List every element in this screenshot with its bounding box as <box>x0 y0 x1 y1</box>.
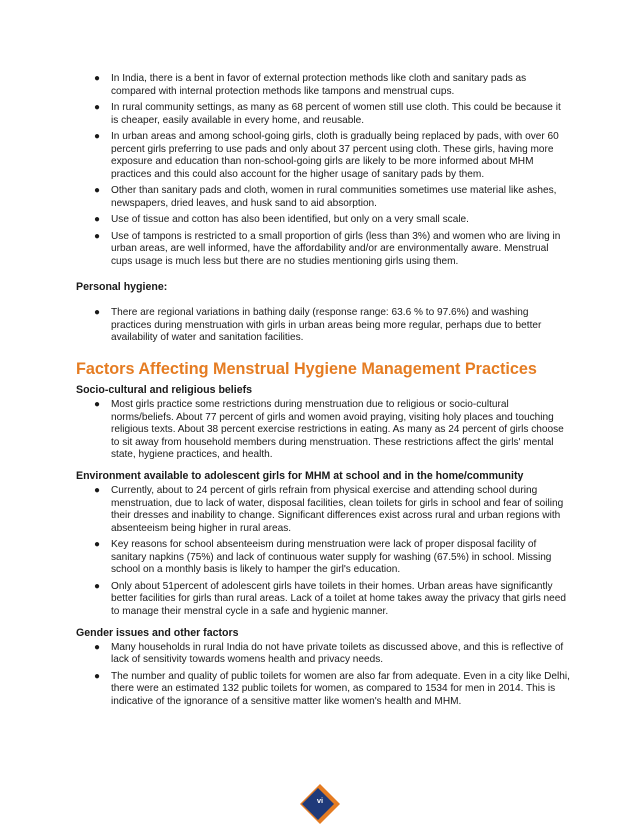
socio-cultural-list <box>76 399 570 462</box>
page-content <box>76 71 570 712</box>
list-item: ● Only about 51percent of adolescent girls have toilets in their homes. Urban areas have significantly better facilities for girls than rural areas. Lack of a toilet at home takes away the privacy that girls need to manage their menstral cycle in a safe and hygienic manner. <box>94 580 567 617</box>
personal-hygiene-heading: Personal hygiene: <box>76 281 168 294</box>
page-number: vi <box>316 796 324 805</box>
gender-heading: Gender issues and other factors <box>76 626 239 639</box>
list-item: ● There are regional variations in bathing daily (response range: 63.6 % to 97.6%) and washing practices during menstruation with girls in urban areas being more regular, perhaps due to better availability of water and sanitation facilities. <box>94 307 542 344</box>
bullet-icon: ● <box>94 214 101 226</box>
bullet-icon: ● <box>94 73 101 84</box>
list-item: ● The number and quality of public toilets for women are also far from adequate. Even in a city like Delhi, there were an estimated 132 public toilets for women, as compared to 1534 for men in 2014. This is indicative of the ignorance of a sensitive matter like women's health and MHM. <box>94 670 570 707</box>
list-item: ● Other than sanitary pads and cloth, women in rural communities sometimes use material like ashes, newspapers, dried leaves, and husk sand to aid absorption. <box>94 185 557 209</box>
personal-hygiene-list <box>76 307 570 345</box>
bullet-icon: ● <box>94 485 101 497</box>
page-number-badge <box>298 782 342 826</box>
environment-list <box>76 485 570 619</box>
list-item: ● Use of tissue and cotton has also been identified, but only on a very small scale. <box>94 214 469 226</box>
section-title: Factors Affecting Menstrual Hygiene Management Practices <box>76 360 537 379</box>
absorbent-usage-list <box>76 73 570 268</box>
list-item: ● Currently, about to 24 percent of girls refrain from physical exercise and attending school during menstruation, due to lack of water, disposal facilities, clean toilets for girls in school and fear of soiling their dresses and inability to change. Significant differences exist across rural and urban regions with absenteeism being higher in rural areas. <box>94 485 564 534</box>
bullet-icon: ● <box>94 307 101 319</box>
bullet-icon: ● <box>94 399 101 411</box>
bullet-icon: ● <box>94 230 101 242</box>
bullet-icon: ● <box>94 580 101 592</box>
gender-list <box>76 642 570 709</box>
list-item: ● Key reasons for school absenteeism during menstruation were lack of proper disposal facility of sanitary napkins (75%) and lack of continuous water supply for washing (67.5%) in school. Missing school on a monthly basis is likely to hamper the girl's education. <box>94 539 552 576</box>
bullet-icon: ● <box>94 185 101 197</box>
environment-heading: Environment available to adolescent girls for MHM at school and in the home/community <box>76 470 524 483</box>
list-item: ● In rural community settings, as many as 68 percent of women still use cloth. This could be because it is cheaper, easily available in every home, and reusable. <box>94 101 561 126</box>
bullet-icon: ● <box>94 539 101 551</box>
bullet-icon: ● <box>94 670 101 682</box>
bullet-icon: ● <box>94 130 101 142</box>
list-item: ● Many households in rural India do not have private toilets as discussed above, and this is reflective of lack of sensitivity towards womens health and privacy needs. <box>94 641 564 666</box>
bullet-icon: ● <box>94 641 101 653</box>
list-item: ● In urban areas and among school-going girls, cloth is gradually being replaced by pads, with over 60 percent girls preferring to use pads and only about 37 percent using cloth. These girls, having more exposure and education than non-school-going girls are likely to be more informed about MHM practices and this could also account for the higher usage of sanitary pads by them. <box>94 130 559 180</box>
list-item: ● In India, there is a bent in favor of external protection methods like cloth and sanitary pads as compared with internal protection methods like tampons and menstrual cups. <box>94 73 527 97</box>
bullet-icon: ● <box>94 101 101 113</box>
list-item: ● Use of tampons is restricted to a small proportion of girls (less than 3%) and women who are living in urban areas, are well informed, have the affordability and/or are environmentally aware. Menstrual cups usage is much less but there are no studies mentioning girls using them. <box>94 230 561 267</box>
list-item: ● Most girls practice some restrictions during menstruation due to religious or socio-cultural norms/beliefs. About 77 percent of girls and women avoid praying, visiting holy places and touching religious texts. About 38 percent exercise restrictions in eating. As many as 24 percent of girls choose to sit away from household members during menstruation. These restrictions affect the girls' mental state, hygiene practices, and health. <box>94 399 564 461</box>
socio-cultural-heading: Socio-cultural and religious beliefs <box>76 384 253 397</box>
